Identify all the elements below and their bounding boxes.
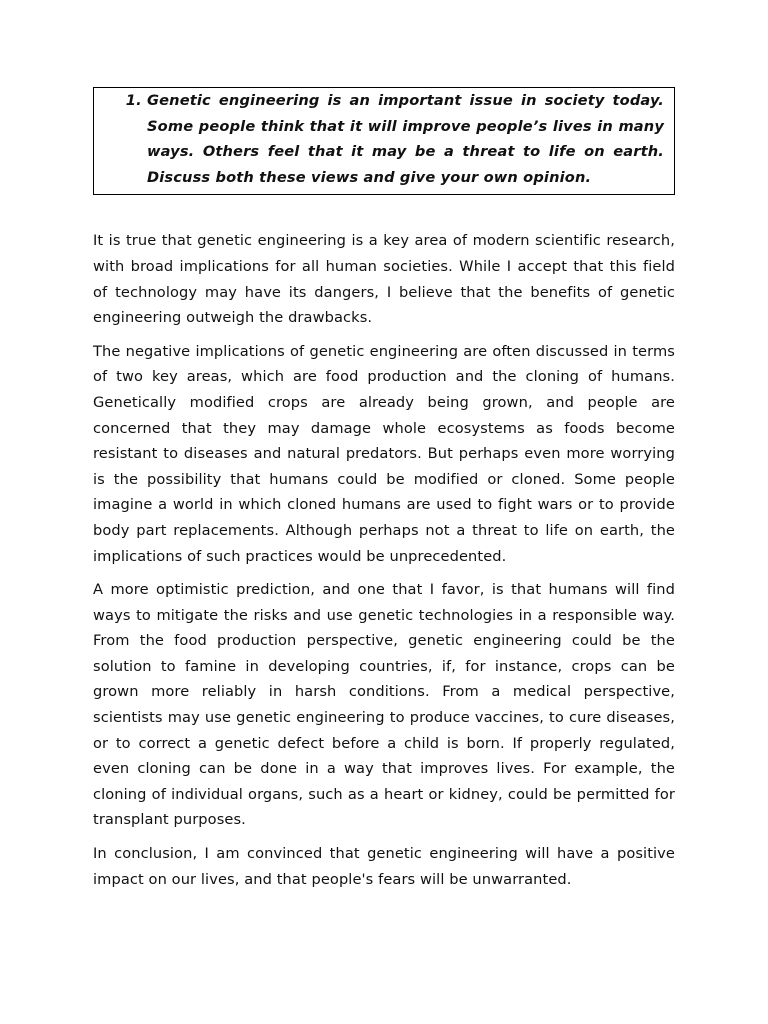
question-box <box>93 87 675 195</box>
question-prompt: 1. Genetic engineering is an important issue in society today. Some people think that it will improve people’s lives in many ways. Others feel that it may be a threat to life on earth. Discuss both these views and give your own opinion. <box>147 88 664 190</box>
question-list <box>112 88 664 190</box>
essay-paragraph-conclusion: In conclusion, I am convinced that genetic engineering will have a positive impact on our lives, and that people's fears will be unwarranted. <box>93 845 675 888</box>
essay-paragraph-negative-views: The negative implications of genetic engineering are often discussed in terms of two key areas, which are food production and the cloning of humans. Genetically modified crops are already being grown, and people are concerned that they may damage whole ecosystems as foods become resistant to diseases and natural predators. But perhaps even more worrying is the possibility that humans could be modified or cloned. Some people imagine a world in which cloned humans are used to fight wars or to provide body part replacements. Although perhaps not a threat to life on earth, the implications of such practices would be unprecedented. <box>93 342 675 565</box>
essay-paragraph-positive-views: A more optimistic prediction, and one that I favor, is that humans will find ways to mitigate the risks and use genetic technologies in a responsible way. From the food production perspective, genetic engineering could be the solution to famine in developing countries, if, for instance, crops can be grown more reliably in harsh conditions. From a medical perspective, scientists may use genetic engineering to produce vaccines, to cure diseases, or to correct a genetic defect before a child is born. If properly regulated, even cloning can be done in a way that improves lives. For example, the cloning of individual organs, such as a heart or kidney, could be permitted for transplant purposes. <box>93 581 675 829</box>
document-page <box>93 87 675 900</box>
essay-body <box>93 228 675 892</box>
essay-paragraph-introduction: It is true that genetic engineering is a key area of modern scientific research, with broad implications for all human societies. While I accept that this field of technology may have its dangers, I believe that the benefits of genetic engineering outweigh the drawbacks. <box>93 232 675 327</box>
